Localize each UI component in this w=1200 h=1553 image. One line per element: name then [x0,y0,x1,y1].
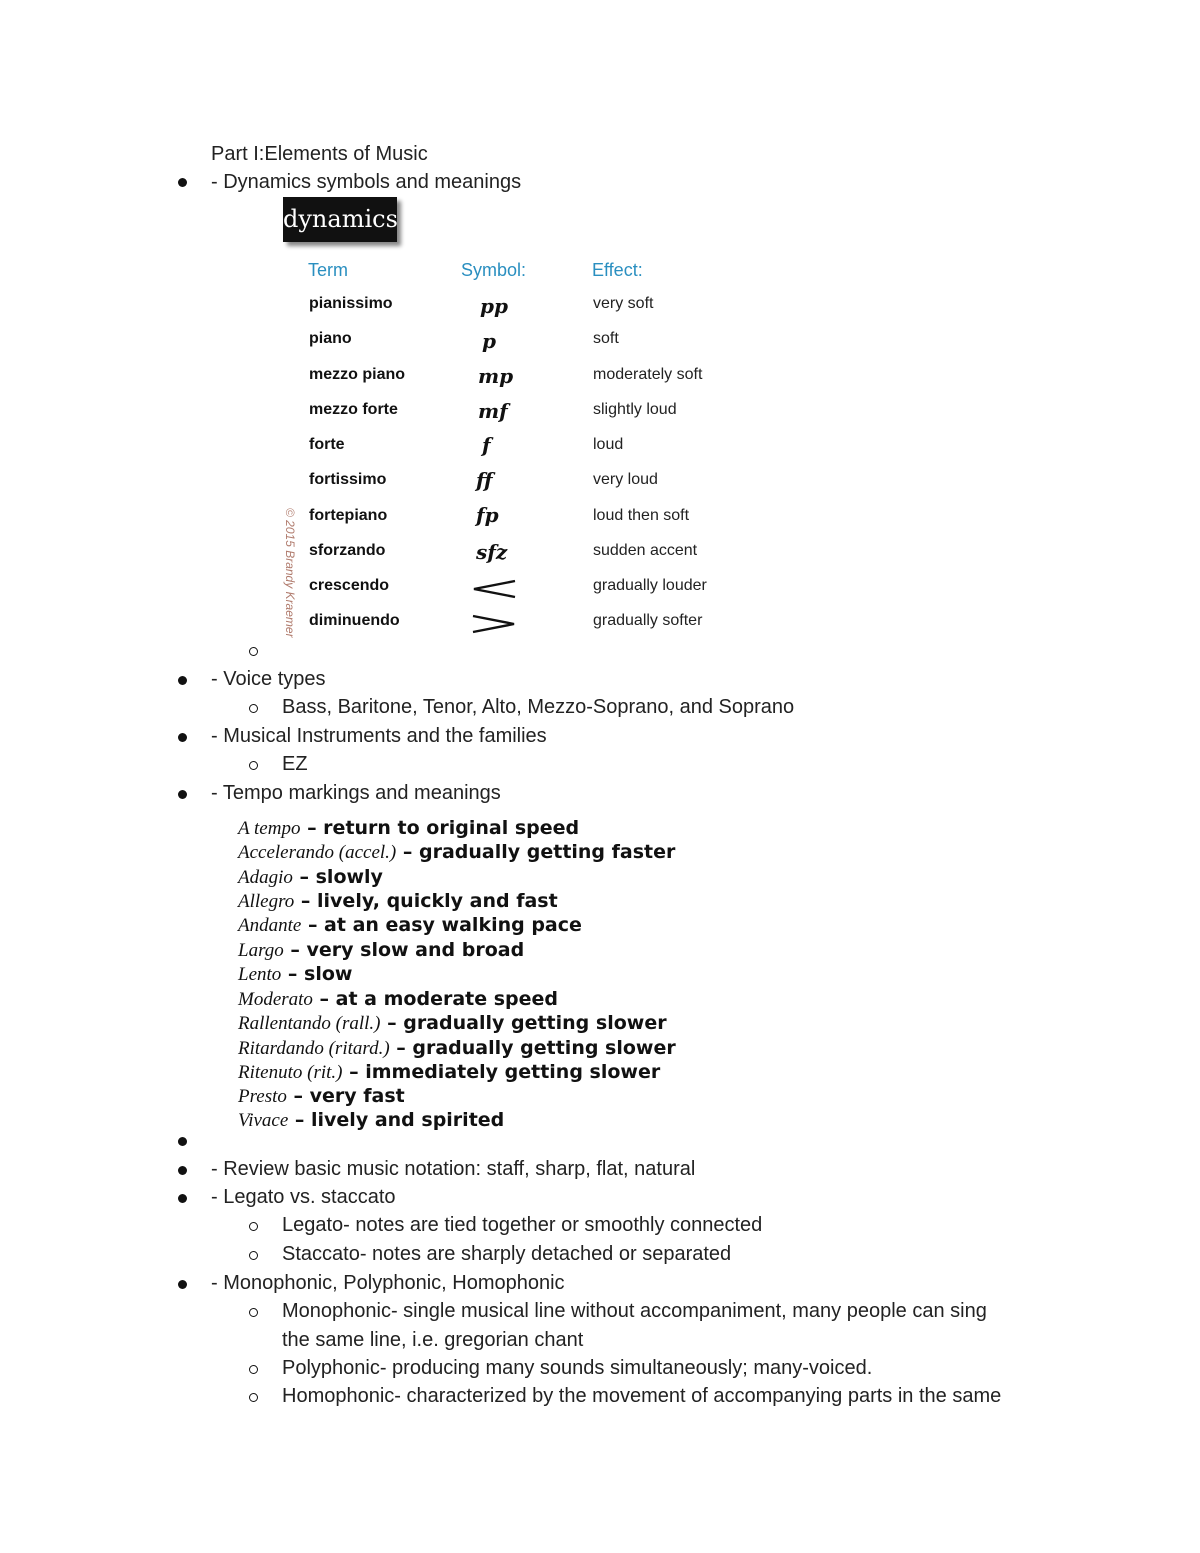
bullet-voice-types: - Voice types [211,668,326,690]
bullet-dynamics: - Dynamics symbols and meanings [211,171,522,193]
sub-bullet-circle-icon [249,761,258,770]
tempo-definition: – return to original speed [300,817,580,839]
tempo-definition: – lively and spirited [288,1109,505,1131]
copyright-note: © 2015 Brandy Kraemer [283,508,297,638]
bullet-dot-icon [178,1194,187,1203]
tempo-item [238,816,579,841]
dynamics-effect: loud then soft [593,507,690,524]
bullet-notation: - Review basic music notation: staff, sharp, flat, natural [211,1158,696,1180]
tempo-item [238,1060,660,1085]
bullet-dot-icon [178,1280,187,1289]
sub-bullet-circle-icon [249,1308,258,1317]
sub-bullet-circle-icon [249,704,258,713]
tempo-term: Presto [238,1086,287,1107]
staccato-definition: Staccato- notes are sharply detached or separated [282,1243,732,1265]
tempo-term: Lento [238,964,282,985]
dynamics-effect: soft [593,330,619,347]
tempo-item [238,1108,504,1133]
tempo-term: Largo [238,940,284,961]
tempo-definition: – very slow and broad [283,939,525,961]
tempo-term: Ritardando (ritard.) [238,1038,390,1059]
bullet-legato-staccato: - Legato vs. staccato [211,1186,396,1208]
sub-bullet-circle-icon [249,1251,258,1260]
tempo-item [238,889,558,914]
sub-bullet-circle-icon [249,647,258,656]
tempo-definition: – gradually getting slower [389,1037,676,1059]
tempo-definition: – gradually getting slower [380,1012,667,1034]
dynamics-effect: slightly loud [593,401,677,418]
tempo-item [238,987,558,1012]
dynamics-term: piano [309,330,352,347]
tempo-item [238,1011,667,1036]
tempo-term: Accelerando (accel.) [238,842,397,863]
dynamics-banner: dynamics [283,197,397,242]
instruments-note: EZ [282,753,308,775]
tempo-definition: – lively, quickly and fast [294,890,558,912]
tempo-term: Moderato [238,989,313,1010]
tempo-definition: – immediately getting slower [342,1061,661,1083]
dynamics-header-term: Term [308,260,348,280]
dynamics-effect: gradually louder [593,577,707,594]
dynamics-symbol: pp [480,294,508,318]
bullet-dot-icon [178,733,187,742]
dynamics-term: pianissimo [309,295,393,312]
tempo-definition: – gradually getting faster [396,841,676,863]
tempo-term: Andante [238,915,302,936]
diminuendo-hairpin-icon [471,614,517,634]
tempo-term: Ritenuto (rit.) [238,1062,343,1083]
polyphonic-definition: Polyphonic- producing many sounds simultaneously; many-voiced. [282,1357,873,1379]
dynamics-term: sforzando [309,542,386,559]
monophonic-definition-cont: the same line, i.e. gregorian chant [282,1329,584,1351]
dynamics-effect: gradually softer [593,612,703,629]
voice-types-list: Bass, Baritone, Tenor, Alto, Mezzo-Soprano, and Soprano [282,696,795,718]
homophonic-definition: Homophonic- characterized by the movement of accompanying parts in the same [282,1385,1002,1407]
bullet-dot-icon [178,1137,187,1146]
dynamics-term: fortissimo [309,471,387,488]
dynamics-symbol: sfz [476,540,508,564]
tempo-definition: – very fast [286,1085,405,1107]
dynamics-symbol: mf [478,399,508,423]
dynamics-symbol: mp [478,364,514,388]
dynamics-effect: loud [593,436,624,453]
tempo-term: Vivace [238,1110,289,1131]
monophonic-definition: Monophonic- single musical line without accompaniment, many people can sing [282,1300,987,1322]
dynamics-symbol: ff [476,468,493,492]
tempo-term: Allegro [238,891,295,912]
crescendo-hairpin-icon [471,579,517,599]
tempo-item [238,962,352,987]
dynamics-header-effect: Effect: [592,260,643,280]
dynamics-term: diminuendo [309,612,400,629]
tempo-term: A tempo [238,818,301,839]
dynamics-symbol: p [482,329,496,353]
bullet-instruments: - Musical Instruments and the families [211,725,547,747]
sub-bullet-circle-icon [249,1222,258,1231]
bullet-tempo: - Tempo markings and meanings [211,782,501,804]
dynamics-symbol: f [482,433,491,457]
section-heading: Part I:Elements of Music [211,143,428,165]
dynamics-effect: very loud [593,471,658,488]
dynamics-header-symbol: Symbol: [461,260,527,280]
bullet-dot-icon [178,178,187,187]
dynamics-symbol: fp [476,503,499,527]
tempo-item [238,865,383,890]
tempo-item [238,1036,676,1061]
bullet-texture: - Monophonic, Polyphonic, Homophonic [211,1272,565,1294]
sub-bullet-circle-icon [249,1365,258,1374]
tempo-item [238,938,524,963]
bullet-dot-icon [178,676,187,685]
dynamics-term: mezzo forte [309,401,398,418]
dynamics-term: mezzo piano [309,366,406,383]
tempo-definition: – slowly [292,866,383,888]
legato-definition: Legato- notes are tied together or smoothly connected [282,1214,763,1236]
tempo-item [238,840,675,865]
tempo-item [238,913,582,938]
dynamics-term: crescendo [309,577,390,594]
dynamics-term: forte [309,436,345,453]
bullet-dot-icon [178,790,187,799]
dynamics-effect: sudden accent [593,542,698,559]
sub-bullet-circle-icon [249,1393,258,1402]
dynamics-term: fortepiano [309,507,388,524]
bullet-dot-icon [178,1166,187,1175]
dynamics-effect: moderately soft [593,366,703,383]
tempo-definition: – slow [281,963,353,985]
tempo-term: Adagio [238,867,293,888]
tempo-definition: – at a moderate speed [312,988,559,1010]
tempo-item [238,1084,405,1109]
tempo-term: Rallentando (rall.) [238,1013,381,1034]
tempo-definition: – at an easy walking pace [301,914,582,936]
dynamics-effect: very soft [593,295,654,312]
